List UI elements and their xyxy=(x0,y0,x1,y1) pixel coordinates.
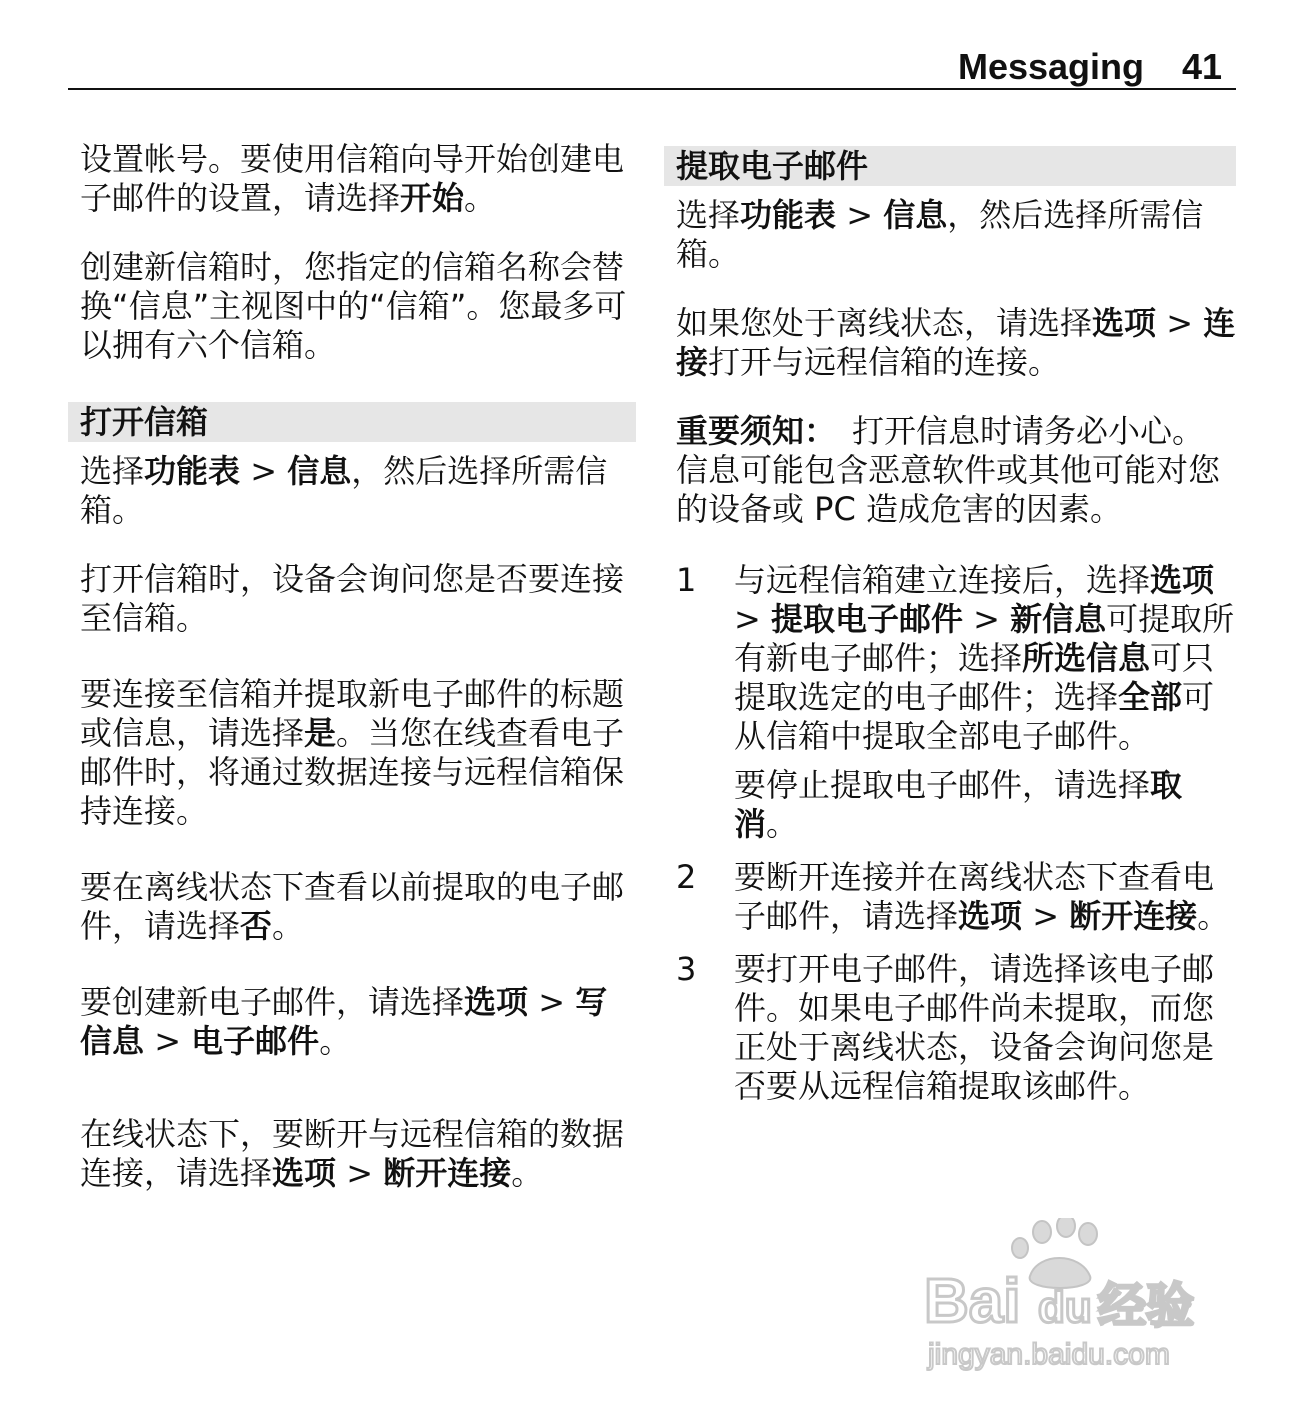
page-header xyxy=(68,40,1236,90)
offline-view-paragraph: 要在离线状态下查看以前提取的电子邮件，请选择否。 xyxy=(80,868,625,945)
baidu-paw-logo-icon xyxy=(920,1218,1230,1378)
step-text: 与远程信箱建立连接后，选择选项 > 提取电子邮件 > 新信息可提取所有新电子邮件；选择所选信息可只提取选定的电子邮件；选择全部可从信箱中提取全部电子邮件。 xyxy=(734,561,1235,755)
section-heading-open-mailbox: 打开信箱 xyxy=(68,402,636,442)
page-number: 41 xyxy=(1181,46,1222,87)
right-column xyxy=(664,146,1236,1120)
step-number: 2 xyxy=(676,858,697,896)
svg-text:经验: 经验 xyxy=(1098,1278,1195,1334)
step-number: 1 xyxy=(676,561,697,599)
left-column xyxy=(80,140,636,1193)
svg-text:Bai: Bai xyxy=(924,1267,1021,1336)
step-text: 要断开连接并在离线状态下查看电子邮件，请选择选项 > 断开连接。 xyxy=(734,858,1230,935)
step-text: 要打开电子邮件，请选择该电子邮件。如果电子邮件尚未提取，而您正处于离线状态，设备会询问您是否要从远程信箱提取该邮件。 xyxy=(734,950,1215,1105)
open-connect-prompt-paragraph: 打开信箱时，设备会询问您是否要连接至信箱。 xyxy=(80,560,625,637)
section-heading-retrieve-email: 提取电子邮件 xyxy=(664,146,1236,186)
open-select-paragraph: 选择功能表 > 信息，然后选择所需信箱。 xyxy=(80,452,608,529)
intro-paragraph-1: 设置帐号。要使用信箱向导开始创建电子邮件的设置，请选择开始。 xyxy=(80,140,625,217)
step-item xyxy=(664,561,1236,844)
disconnect-paragraph: 在线状态下，要断开与远程信箱的数据连接，请选择选项 > 断开连接。 xyxy=(80,1115,625,1192)
section-title: Messaging xyxy=(957,46,1144,87)
important-label: 重要须知： xyxy=(676,412,821,450)
step-item xyxy=(664,950,1236,1106)
intro-paragraph-2: 创建新信箱时，您指定的信箱名称会替换“信息”主视图中的“信箱”。您最多可以拥有六个信箱。 xyxy=(80,248,627,364)
online-view-paragraph: 要连接至信箱并提取新电子邮件的标题或信息，请选择是。当您在线查看电子邮件时，将通过数据连接与远程信箱保持连接。 xyxy=(80,675,625,830)
steps-list xyxy=(664,561,1236,1106)
important-notice: 重要须知： 打开信息时请务必小心。信息可能包含恶意软件或其他可能对您的设备或 PC 造成危害的因素。 xyxy=(676,412,1221,528)
svg-text:jingyan.baidu.com: jingyan.baidu.com xyxy=(928,1338,1170,1371)
step-item xyxy=(664,858,1236,936)
offline-connect-paragraph: 如果您处于离线状态，请选择选项 > 连接打开与远程信箱的连接。 xyxy=(676,304,1236,381)
menu-term: 开始 xyxy=(400,179,465,217)
create-email-paragraph: 要创建新电子邮件，请选择选项 > 写信息 > 电子邮件。 xyxy=(80,983,608,1060)
svg-text:du: du xyxy=(1038,1283,1092,1332)
step-number: 3 xyxy=(676,950,697,988)
baidu-jingyan-watermark xyxy=(920,1218,1230,1378)
step-subtext: 要停止提取电子邮件，请选择取消。 xyxy=(734,766,1183,843)
retrieve-select-paragraph: 选择功能表 > 信息，然后选择所需信箱。 xyxy=(676,196,1204,273)
